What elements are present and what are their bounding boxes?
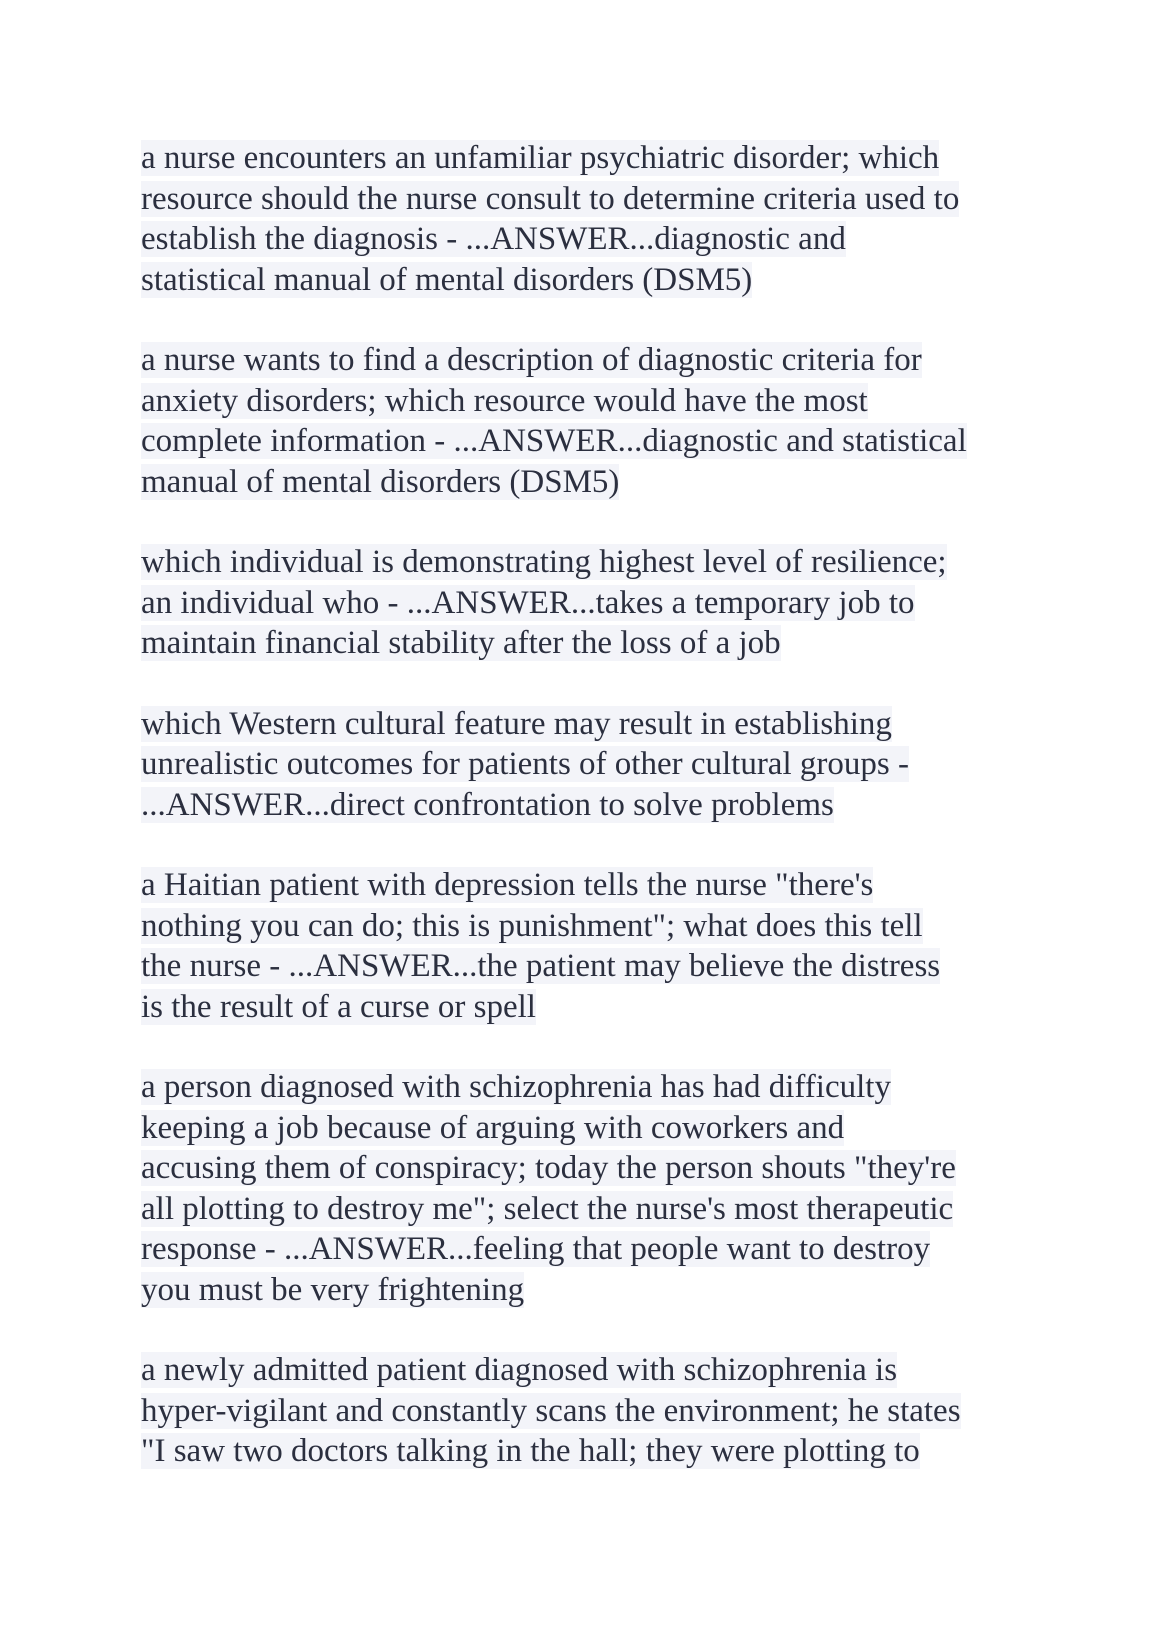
text-line: which individual is demonstrating highest level of resilience; — [141, 544, 947, 580]
text-line: hyper-vigilant and constantly scans the environment; he states — [141, 1392, 961, 1429]
text-line: a newly admitted patient diagnosed with schizophrenia is — [141, 1352, 898, 1388]
text-line: resource should the nurse consult to determine criteria used to — [141, 180, 960, 217]
text-line: unrealistic outcomes for patients of other cultural groups - — [141, 746, 909, 782]
qa-entry-1 — [141, 138, 1031, 300]
qa-entry-3 — [141, 542, 1031, 664]
text-line: nothing you can do; this is punishment"; what does this tell — [141, 907, 923, 944]
text-line: keeping a job because of arguing with coworkers and — [141, 1109, 845, 1146]
text-line: complete information - ...ANSWER...diagnostic and statistical — [141, 423, 967, 459]
text-line: a person diagnosed with schizophrenia has had difficulty — [141, 1069, 891, 1105]
text-line: "I saw two doctors talking in the hall; they were plotting to — [141, 1433, 920, 1469]
text-line: response - ...ANSWER...feeling that people want to destroy — [141, 1231, 931, 1267]
text-line: a nurse wants to find a description of diagnostic criteria for — [141, 342, 922, 378]
text-line: the nurse - ...ANSWER...the patient may believe the distress — [141, 948, 941, 984]
text-line: accusing them of conspiracy; today the person shouts "they're — [141, 1150, 956, 1186]
text-line: a Haitian patient with depression tells the nurse "there's — [141, 867, 874, 903]
text-line: statistical manual of mental disorders (DSM5) — [141, 261, 753, 298]
text-line: establish the diagnosis - ...ANSWER...diagnostic and — [141, 221, 846, 257]
qa-entry-2 — [141, 340, 1031, 502]
qa-entry-6 — [141, 1067, 1031, 1310]
qa-entry-4 — [141, 704, 1031, 826]
text-line: maintain financial stability after the loss of a job — [141, 625, 781, 661]
qa-entry-7 — [141, 1350, 1031, 1472]
text-line: you must be very frightening — [141, 1271, 525, 1308]
text-line: an individual who - ...ANSWER...takes a temporary job to — [141, 584, 915, 621]
text-line: anxiety disorders; which resource would have the most — [141, 382, 868, 419]
text-line: ...ANSWER...direct confrontation to solve problems — [141, 786, 834, 823]
document-content — [141, 138, 1031, 1512]
text-line: which Western cultural feature may result in establishing — [141, 705, 892, 742]
text-line: manual of mental disorders (DSM5) — [141, 463, 620, 500]
text-line: is the result of a curse or spell — [141, 988, 536, 1025]
text-line: all plotting to destroy me"; select the nurse's most therapeutic — [141, 1190, 954, 1227]
qa-entry-5 — [141, 865, 1031, 1027]
text-line: a nurse encounters an unfamiliar psychiatric disorder; which — [141, 140, 940, 176]
